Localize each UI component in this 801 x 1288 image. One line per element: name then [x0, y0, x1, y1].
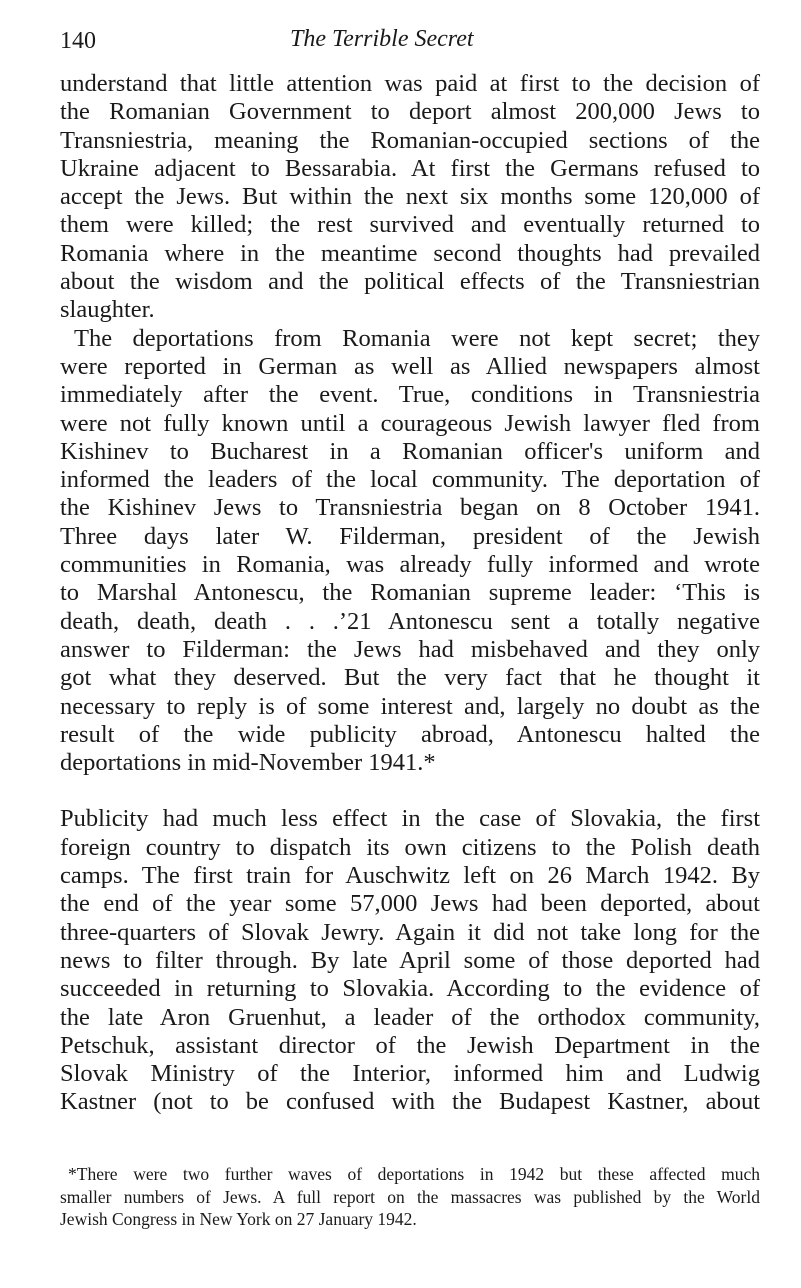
text-line: accept the Jews. But within the next six months some 120,000 of: [60, 183, 760, 211]
paragraph-3: [60, 805, 760, 1116]
text-line: to Marshal Antonescu, the Romanian supreme leader: ‘This is: [60, 579, 760, 607]
text-line: Transniestria, meaning the Romanian-occupied sections of the: [60, 126, 760, 154]
text-line: Kastner (not to be confused with the Budapest Kastner, about: [60, 1088, 760, 1116]
text-line: necessary to reply is of some interest and, largely no doubt as the: [60, 692, 760, 720]
text-line: were reported in German as well as Allied newspapers almost: [60, 352, 760, 380]
text-line: immediately after the event. True, conditions in Transniestria: [60, 381, 760, 409]
text-line: three-quarters of Slovak Jewry. Again it did not take long for the: [60, 918, 760, 946]
text-line: communities in Romania, was already fully informed and wrote: [60, 551, 760, 579]
text-line: informed the leaders of the local community. The deportation of: [60, 466, 760, 494]
paragraph-1: [60, 70, 760, 325]
footnote-line: Jewish Congress in New York on 27 January 1942.: [60, 1209, 417, 1229]
text-line: got what they deserved. But the very fact that he thought it: [60, 664, 760, 692]
text-line: Publicity had much less effect in the case of Slovakia, the first: [60, 805, 760, 833]
text-line: news to filter through. By late April some of those deported had: [60, 946, 760, 974]
text-line: Ukraine adjacent to Bessarabia. At first the Germans refused to: [60, 154, 760, 182]
footnote: [60, 1163, 760, 1231]
running-title: The Terrible Secret: [290, 26, 474, 52]
paragraph-2: [60, 325, 760, 778]
text-line: Kishinev to Bucharest in a Romanian officer's uniform and: [60, 437, 760, 465]
text-line: understand that little attention was paid at first to the decision of: [60, 70, 760, 97]
text-line: Romania where in the meantime second thoughts had prevailed: [60, 239, 760, 267]
text-line: the Romanian Government to deport almost 200,000 Jews to: [60, 98, 760, 126]
text-line: slaughter.: [60, 296, 155, 324]
text-line: Slovak Ministry of the Interior, informed him and Ludwig: [60, 1060, 760, 1088]
text-line: The deportations from Romania were not kept secret; they: [74, 324, 760, 352]
footnote-line: *There were two further waves of deportations in 1942 but these affected much: [68, 1164, 760, 1184]
text-line: the late Aron Gruenhut, a leader of the orthodox community,: [60, 1003, 760, 1031]
text-line: deportations in mid-November 1941.*: [60, 749, 436, 777]
text-line: Three days later W. Filderman, president of the Jewish: [60, 522, 760, 550]
text-line: the end of the year some 57,000 Jews had been deported, about: [60, 890, 760, 918]
text-line: the Kishinev Jews to Transniestria began on 8 October 1941.: [60, 494, 760, 522]
book-page: [60, 28, 760, 1117]
footnote-line: smaller numbers of Jews. A full report on the massacres was published by the World: [60, 1186, 760, 1207]
text-line: Petschuk, assistant director of the Jewish Department in the: [60, 1031, 760, 1059]
text-line: result of the wide publicity abroad, Antonescu halted the: [60, 720, 760, 748]
body-text: [60, 70, 760, 1117]
text-line: answer to Filderman: the Jews had misbehaved and they only: [60, 635, 760, 663]
text-line: were not fully known until a courageous Jewish lawyer fled from: [60, 409, 760, 437]
section-break: [60, 777, 760, 805]
text-line: succeeded in returning to Slovakia. According to the evidence of: [60, 975, 760, 1003]
page-header: [60, 28, 760, 58]
page-number: 140: [60, 28, 96, 54]
text-line: camps. The first train for Auschwitz left on 26 March 1942. By: [60, 862, 760, 890]
text-line: about the wisdom and the political effects of the Transniestrian: [60, 268, 760, 296]
text-line: death, death, death . . .’21 Antonescu sent a totally negative: [60, 607, 760, 635]
text-line: them were killed; the rest survived and eventually returned to: [60, 211, 760, 239]
text-line: foreign country to dispatch its own citizens to the Polish death: [60, 833, 760, 861]
